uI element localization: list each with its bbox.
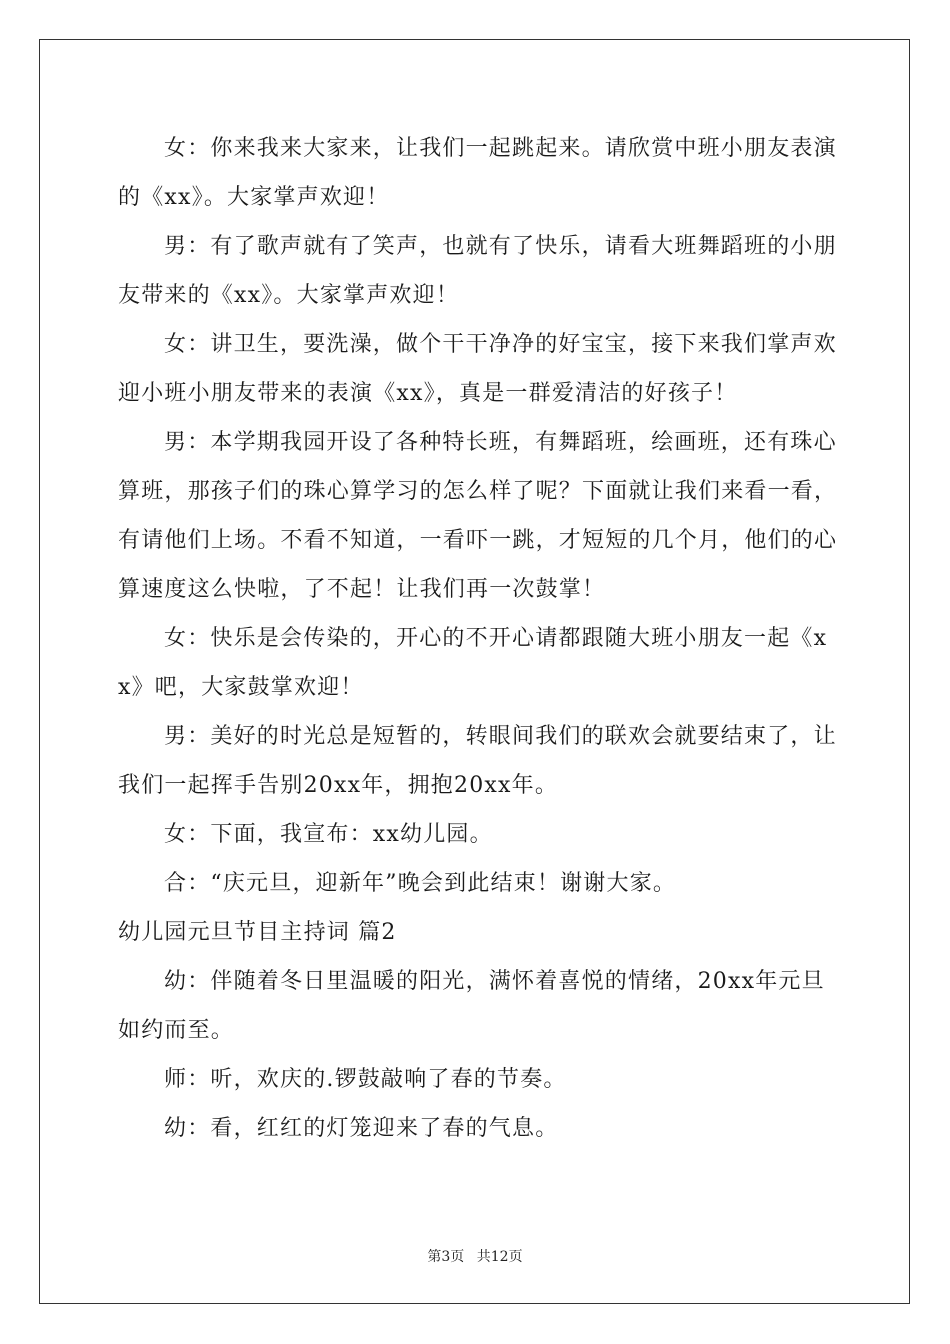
- paragraph: 幼：伴随着冬日里温暖的阳光，满怀着喜悦的情绪，20xx年元旦如约而至。: [118, 969, 825, 1043]
- paragraph: 女：你来我来大家来，让我们一起跳起来。请欣赏中班小朋友表演的《xx》。大家掌声欢迎！: [118, 136, 837, 210]
- paragraph: 男：本学期我园开设了各种特长班，有舞蹈班，绘画班，还有珠心算班，那孩子们的珠心算学习的怎么样了呢？下面就让我们来看一看，有请他们上场。不看不知道，一看吓一跳，才短短的几个月，他们的心算速度这么快啦，了不起！让我们再一次鼓掌！: [118, 430, 838, 602]
- page-footer: [0, 1246, 950, 1266]
- paragraph: 女：下面，我宣布：xx幼儿园。: [164, 822, 493, 847]
- paragraph: 男：有了歌声就有了笑声，也就有了快乐，请看大班舞蹈班的小朋友带来的《xx》。大家掌声欢迎！: [118, 234, 837, 308]
- total-pages: 共12页: [476, 1249, 523, 1265]
- paragraph: 男：美好的时光总是短暂的，转眼间我们的联欢会就要结束了，让我们一起挥手告别20xx年，拥抱20xx年。: [118, 724, 837, 798]
- paragraph: 幼：看，红红的灯笼迎来了春的气息。: [164, 1116, 559, 1141]
- section-heading: 幼儿园元旦节目主持词 篇2: [118, 920, 397, 945]
- paragraph: 师：听，欢庆的.锣鼓敲响了春的节奏。: [164, 1067, 567, 1092]
- paragraph: 女：快乐是会传染的，开心的不开心请都跟随大班小朋友一起《xx》吧，大家鼓掌欢迎！: [118, 626, 828, 700]
- page-number: 第3页: [427, 1249, 465, 1265]
- paragraph: 女：讲卫生，要洗澡，做个干干净净的好宝宝，接下来我们掌声欢迎小班小朋友带来的表演《xx》，真是一群爱清洁的好孩子！: [118, 332, 837, 406]
- paragraph: 合：“庆元旦，迎新年”晚会到此结束！谢谢大家。: [164, 871, 677, 896]
- document-body: [118, 124, 838, 1153]
